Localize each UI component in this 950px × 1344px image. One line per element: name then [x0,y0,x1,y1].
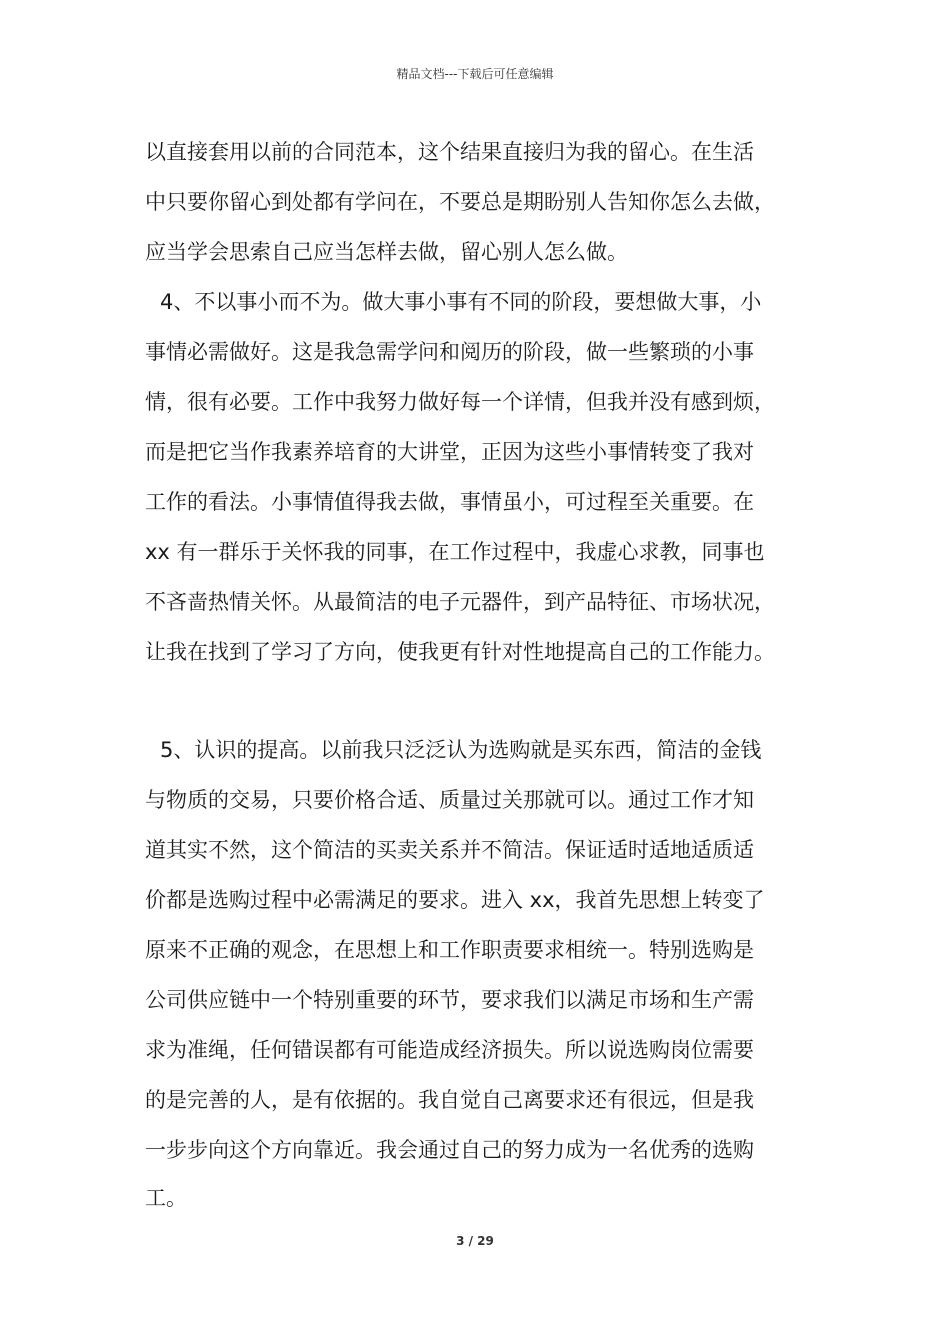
paragraph-3-line-5: 原来不正确的观念，在思想上和工作职责要求相统一。特别选购是 [145,938,754,962]
paragraph-3-line-10: 工。 [145,1186,187,1210]
paragraph-3-line-7: 求为准绳，任何错误都有可能造成经济损失。所以说选购岗位需要 [145,1038,754,1062]
paragraph-3-line-9: 一步步向这个方向靠近。我会通过自己的努力成为一名优秀的选购 [145,1138,754,1162]
paragraph-3-line-8: 的是完善的人，是有依据的。我自觉自己离要求还有很远，但是我 [145,1088,754,1112]
paragraph-2-line-5: 工作的看法。小事情值得我去做，事情虽小，可过程至关重要。在 [145,490,754,514]
page-header: 精品文档---下载后可任意编辑 [396,67,554,81]
paragraph-3-line-6: 公司供应链中一个特别重要的环节，要求我们以满足市场和生产需 [145,988,754,1012]
paragraph-2-line-7: 不吝啬热情关怀。从最简洁的电子元器件，到产品特征、市场状况， [145,590,775,614]
paragraph-2-line-1: 4、不以事小而不为。做大事小事有不同的阶段，要想做大事，小 [160,290,762,314]
paragraph-2-line-8: 让我在找到了学习了方向，使我更有针对性地提高自己的工作能力。 [145,640,775,664]
paragraph-1-line-1: 以直接套用以前的合同范本，这个结果直接归为我的留心。在生活 [145,140,754,164]
paragraph-3-line-1: 5、认识的提高。以前我只泛泛认为选购就是买东西，简洁的金钱 [160,738,762,762]
paragraph-2-line-3: 情，很有必要。工作中我努力做好每一个详情，但我并没有感到烦， [145,390,775,414]
page-number: 3 / 29 [456,1234,494,1248]
paragraph-1-line-3: 应当学会思索自己应当怎样去做，留心别人怎么做。 [145,240,628,264]
paragraph-2-line-2: 事情必需做好。这是我急需学问和阅历的阶段，做一些繁琐的小事 [145,340,754,364]
paragraph-3-line-2: 与物质的交易，只要价格合适、质量过关那就可以。通过工作才知 [145,788,754,812]
paragraph-1-line-2: 中只要你留心到处都有学问在，不要总是期盼别人告知你怎么去做， [145,190,775,214]
paragraph-3-line-3: 道其实不然，这个简洁的买卖关系并不简洁。保证适时适地适质适 [145,838,754,862]
paragraph-3-line-4: 价都是选购过程中必需满足的要求。进入 xx，我首先思想上转变了 [145,888,765,912]
paragraph-2-line-4: 而是把它当作我素养培育的大讲堂，正因为这些小事情转变了我对 [145,440,754,464]
paragraph-2-line-6: xx 有一群乐于关怀我的同事，在工作过程中，我虚心求教，同事也 [145,540,765,564]
